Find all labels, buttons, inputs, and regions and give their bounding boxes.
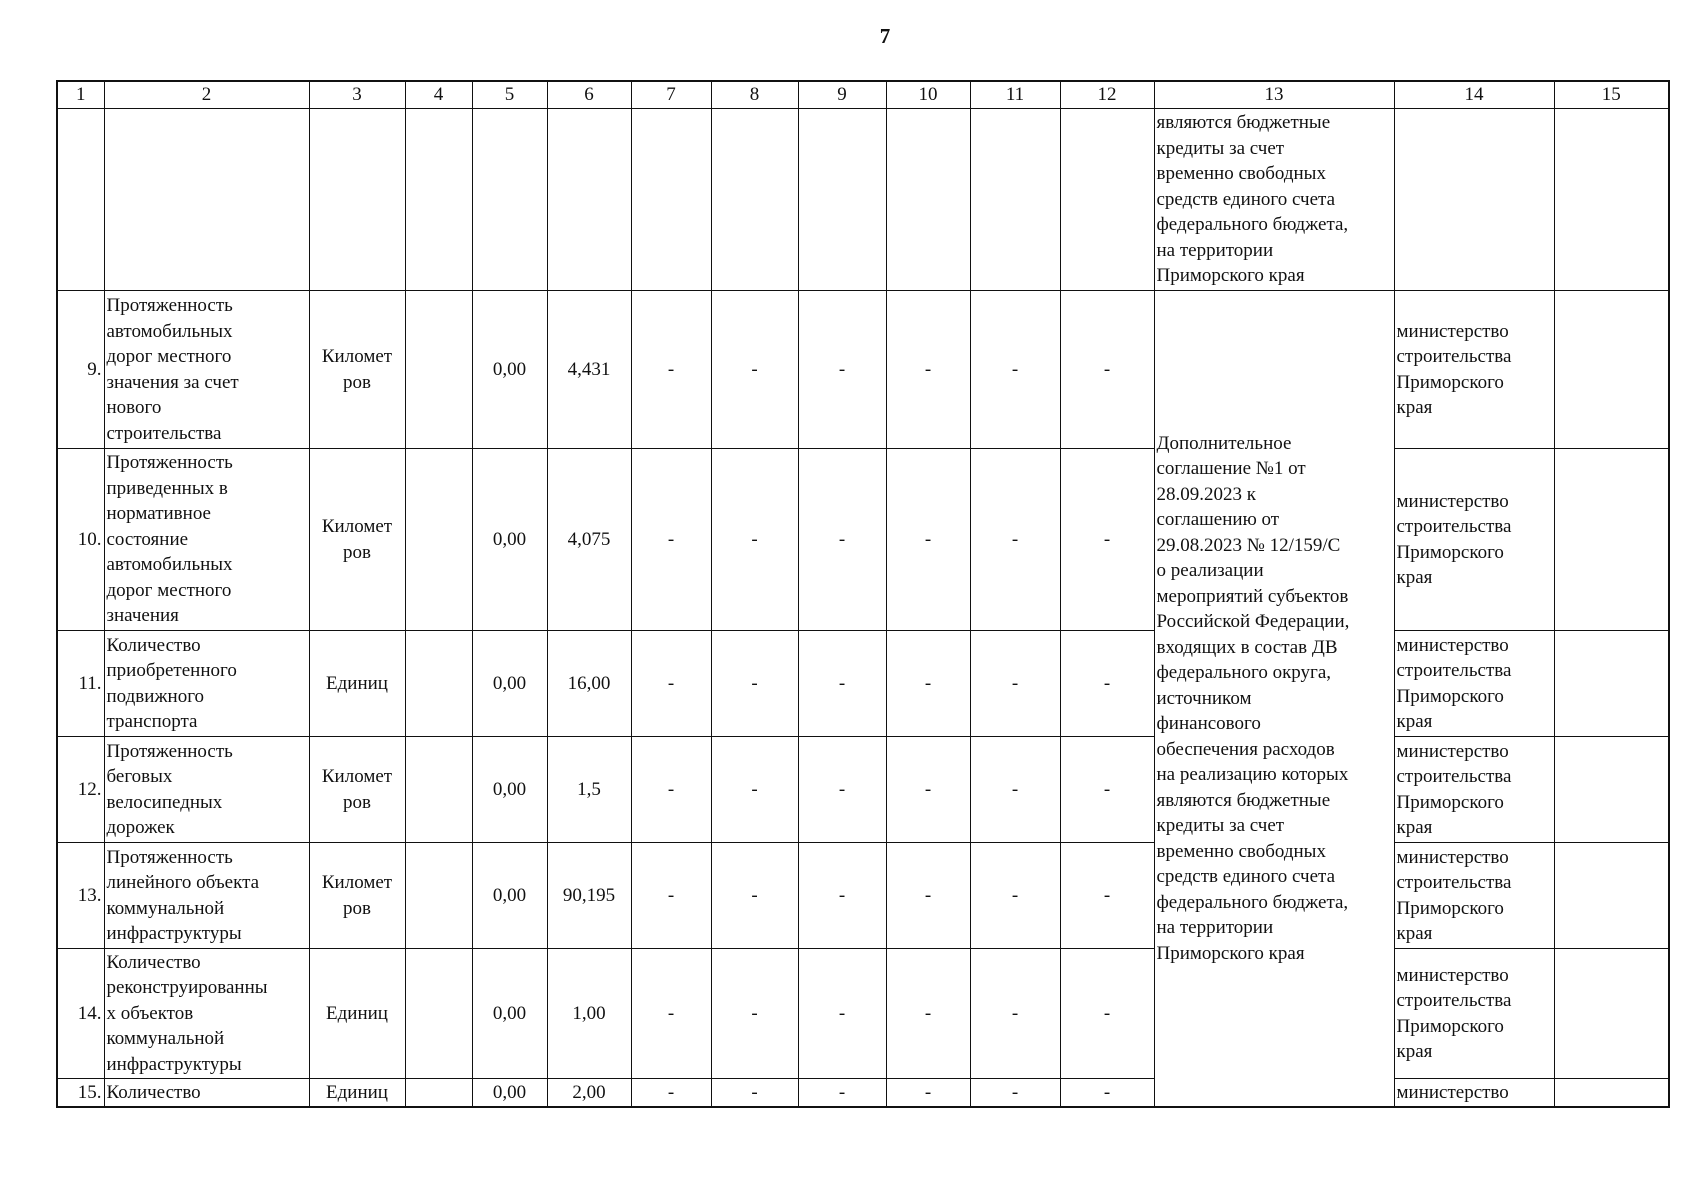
value-col7: - xyxy=(631,737,711,843)
empty-cell xyxy=(631,109,711,291)
table-row xyxy=(57,631,1669,737)
column-number: 8 xyxy=(711,81,798,109)
indicators-table xyxy=(56,80,1670,1108)
unit-cell: Километ ров xyxy=(309,449,405,631)
empty-cell xyxy=(405,949,472,1079)
value-col10: - xyxy=(886,291,970,449)
value-col12: - xyxy=(1060,291,1154,449)
value-col12: - xyxy=(1060,1079,1154,1107)
table-row xyxy=(57,843,1669,949)
empty-cell xyxy=(886,109,970,291)
value-col8: - xyxy=(711,631,798,737)
empty-cell xyxy=(1554,843,1669,949)
value-col9: - xyxy=(798,631,886,737)
value-col8: - xyxy=(711,737,798,843)
value-col11: - xyxy=(970,843,1060,949)
empty-cell xyxy=(970,109,1060,291)
row-number: 14. xyxy=(57,949,104,1079)
value-col11: - xyxy=(970,949,1060,1079)
empty-cell xyxy=(1060,109,1154,291)
column-number: 1 xyxy=(57,81,104,109)
empty-cell xyxy=(1554,291,1669,449)
empty-cell xyxy=(1394,109,1554,291)
value-col6: 4,431 xyxy=(547,291,631,449)
value-col9: - xyxy=(798,291,886,449)
value-col6: 4,075 xyxy=(547,449,631,631)
value-col5: 0,00 xyxy=(472,737,547,843)
column-number: 13 xyxy=(1154,81,1394,109)
value-col9: - xyxy=(798,949,886,1079)
value-col5: 0,00 xyxy=(472,631,547,737)
value-col7: - xyxy=(631,291,711,449)
unit-cell: Единиц xyxy=(309,1079,405,1107)
empty-cell xyxy=(405,737,472,843)
responsible-executor: министерство строительства Приморского края xyxy=(1394,291,1554,449)
column-numbers-row xyxy=(57,81,1669,109)
empty-cell xyxy=(472,109,547,291)
responsible-executor: министерство строительства Приморского края xyxy=(1394,737,1554,843)
value-col10: - xyxy=(886,1079,970,1107)
value-col8: - xyxy=(711,291,798,449)
value-col6: 2,00 xyxy=(547,1079,631,1107)
empty-cell xyxy=(57,109,104,291)
empty-cell xyxy=(1554,449,1669,631)
value-col11: - xyxy=(970,631,1060,737)
value-col7: - xyxy=(631,1079,711,1107)
value-col5: 0,00 xyxy=(472,1079,547,1107)
value-col9: - xyxy=(798,449,886,631)
empty-cell xyxy=(798,109,886,291)
unit-cell: Единиц xyxy=(309,631,405,737)
responsible-executor: министерство строительства Приморского края xyxy=(1394,843,1554,949)
indicator-name: Протяженность приведенных в нормативное состояние автомобильных дорог местного значения xyxy=(104,449,309,631)
indicator-name: Количество приобретенного подвижного транспорта xyxy=(104,631,309,737)
value-col12: - xyxy=(1060,737,1154,843)
column-number: 2 xyxy=(104,81,309,109)
value-col10: - xyxy=(886,449,970,631)
indicator-name: Протяженность линейного объекта коммунальной инфраструктуры xyxy=(104,843,309,949)
empty-cell xyxy=(405,449,472,631)
value-col5: 0,00 xyxy=(472,291,547,449)
value-col12: - xyxy=(1060,949,1154,1079)
indicator-name: Количество xyxy=(104,1079,309,1107)
funding-source-cell: являются бюджетные кредиты за счет временно свободных средств единого счета федерального бюджета, на территории Приморского края xyxy=(1154,109,1394,291)
continuation-row xyxy=(57,109,1669,291)
value-col6: 90,195 xyxy=(547,843,631,949)
empty-cell xyxy=(1554,631,1669,737)
column-number: 14 xyxy=(1394,81,1554,109)
indicator-name: Протяженность автомобильных дорог местного значения за счет нового строительства xyxy=(104,291,309,449)
value-col5: 0,00 xyxy=(472,843,547,949)
row-number: 15. xyxy=(57,1079,104,1107)
empty-cell xyxy=(1554,949,1669,1079)
column-number: 7 xyxy=(631,81,711,109)
empty-cell xyxy=(711,109,798,291)
column-number: 4 xyxy=(405,81,472,109)
responsible-executor: министерство xyxy=(1394,1079,1554,1107)
table-row xyxy=(57,449,1669,631)
unit-cell: Километ ров xyxy=(309,843,405,949)
value-col10: - xyxy=(886,631,970,737)
responsible-executor: министерство строительства Приморского края xyxy=(1394,949,1554,1079)
row-number: 10. xyxy=(57,449,104,631)
empty-cell xyxy=(405,1079,472,1107)
empty-cell xyxy=(104,109,309,291)
value-col11: - xyxy=(970,737,1060,843)
empty-cell xyxy=(1554,109,1669,291)
empty-cell xyxy=(405,843,472,949)
value-col12: - xyxy=(1060,449,1154,631)
empty-cell xyxy=(1554,1079,1669,1107)
row-number: 12. xyxy=(57,737,104,843)
table-row xyxy=(57,737,1669,843)
unit-cell: Километ ров xyxy=(309,737,405,843)
unit-cell: Единиц xyxy=(309,949,405,1079)
responsible-executor: министерство строительства Приморского края xyxy=(1394,631,1554,737)
responsible-executor: министерство строительства Приморского края xyxy=(1394,449,1554,631)
row-number: 13. xyxy=(57,843,104,949)
value-col9: - xyxy=(798,1079,886,1107)
column-number: 3 xyxy=(309,81,405,109)
column-number: 5 xyxy=(472,81,547,109)
empty-cell xyxy=(405,109,472,291)
column-number: 6 xyxy=(547,81,631,109)
unit-cell: Километ ров xyxy=(309,291,405,449)
value-col7: - xyxy=(631,843,711,949)
column-number: 15 xyxy=(1554,81,1669,109)
indicator-name: Количество реконструированны х объектов коммунальной инфраструктуры xyxy=(104,949,309,1079)
value-col11: - xyxy=(970,449,1060,631)
value-col10: - xyxy=(886,949,970,1079)
row-number: 11. xyxy=(57,631,104,737)
value-col5: 0,00 xyxy=(472,949,547,1079)
value-col12: - xyxy=(1060,843,1154,949)
value-col8: - xyxy=(711,449,798,631)
indicator-name: Протяженность беговых велосипедных дорожек xyxy=(104,737,309,843)
value-col7: - xyxy=(631,449,711,631)
value-col11: - xyxy=(970,1079,1060,1107)
value-col10: - xyxy=(886,843,970,949)
table-row xyxy=(57,291,1669,449)
value-col7: - xyxy=(631,631,711,737)
value-col9: - xyxy=(798,843,886,949)
page-number: 7 xyxy=(879,24,891,48)
empty-cell xyxy=(405,631,472,737)
value-col7: - xyxy=(631,949,711,1079)
funding-source-cell: Дополнительное соглашение №1 от 28.09.2023 к соглашению от 29.08.2023 № 12/159/С о реализации мероприятий субъектов Российской Федерации, входящих в состав ДВ федерального округа, источником финансового обеспечения расходов на реализацию которых являются бюджетные кредиты за счет временно свободных средств единого счета федерального бюджета, на территории Приморского края xyxy=(1154,291,1394,1107)
value-col5: 0,00 xyxy=(472,449,547,631)
table-row xyxy=(57,1079,1669,1107)
table-row xyxy=(57,949,1669,1079)
row-number: 9. xyxy=(57,291,104,449)
empty-cell xyxy=(309,109,405,291)
value-col6: 1,5 xyxy=(547,737,631,843)
column-number: 9 xyxy=(798,81,886,109)
column-number: 10 xyxy=(886,81,970,109)
value-col11: - xyxy=(970,291,1060,449)
empty-cell xyxy=(547,109,631,291)
value-col6: 16,00 xyxy=(547,631,631,737)
value-col8: - xyxy=(711,843,798,949)
column-number: 11 xyxy=(970,81,1060,109)
value-col10: - xyxy=(886,737,970,843)
value-col6: 1,00 xyxy=(547,949,631,1079)
value-col8: - xyxy=(711,1079,798,1107)
column-number: 12 xyxy=(1060,81,1154,109)
empty-cell xyxy=(405,291,472,449)
value-col8: - xyxy=(711,949,798,1079)
value-col12: - xyxy=(1060,631,1154,737)
value-col9: - xyxy=(798,737,886,843)
empty-cell xyxy=(1554,737,1669,843)
